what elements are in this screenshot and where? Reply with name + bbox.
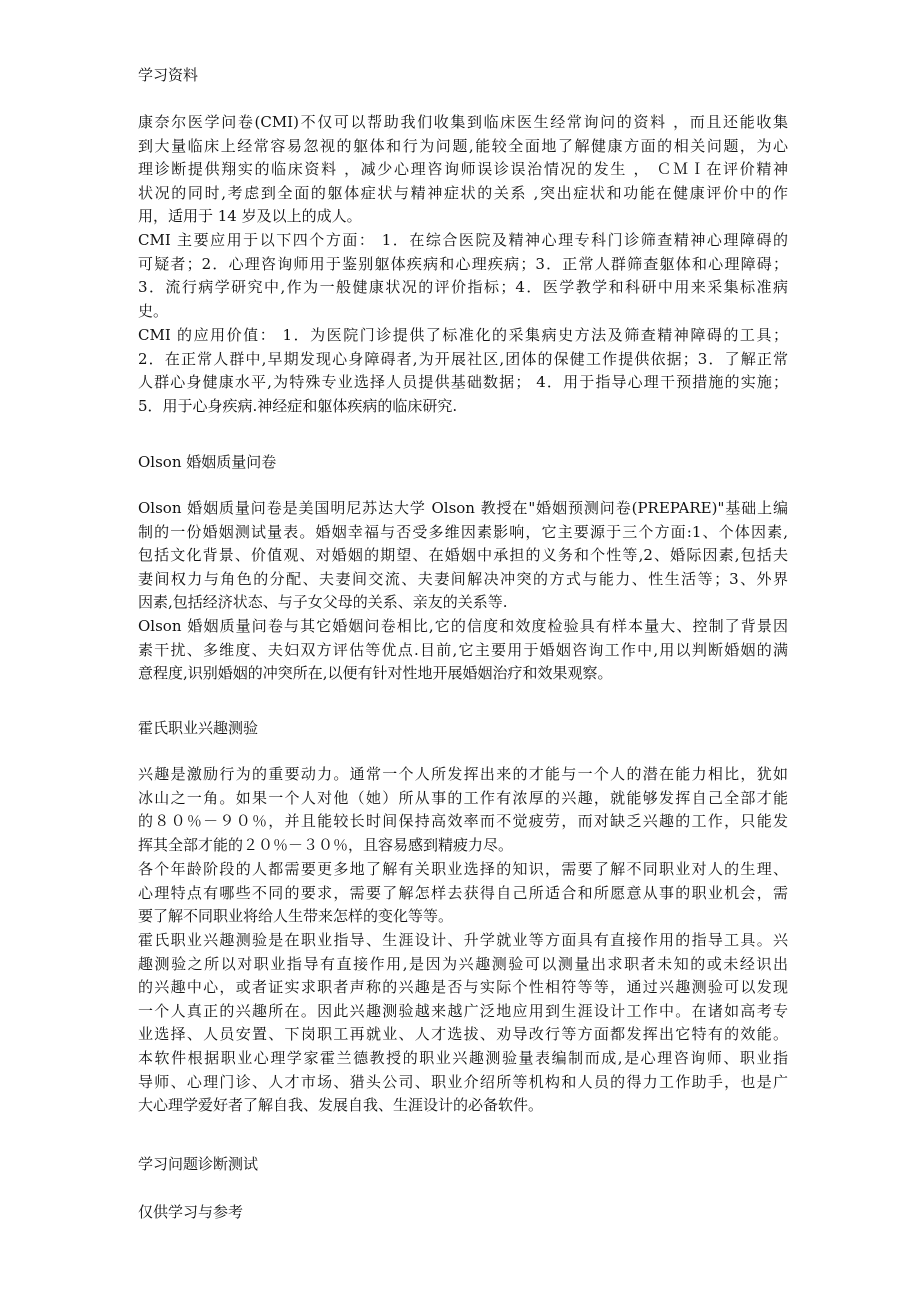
holland-paragraph-3 bbox=[138, 929, 788, 1118]
text-line: 导师、心理门诊、人才市场、猎头公司、职业介绍所等机构和人员的得力工作助手，也是广 bbox=[138, 1072, 788, 1091]
holland-section-title bbox=[138, 717, 788, 741]
text-line: CMI 的应用价值： 1．为医院门诊提供了标准化的采集病史方法及筛查精神障碍的工具； bbox=[138, 326, 788, 344]
study-section-title bbox=[138, 1153, 788, 1177]
holland-paragraph-1 bbox=[138, 763, 788, 857]
cmi-usage-paragraph bbox=[138, 229, 788, 323]
text-line: 史。 bbox=[138, 301, 169, 320]
header-text: 学习资料 bbox=[138, 66, 199, 84]
text-line: 的兴趣中心，或者证实求职者声称的兴趣是否与实际个性相符等等，通过兴趣测验可以发现 bbox=[138, 978, 788, 997]
text-line: 状况的同时,考虑到全面的躯体症状与精神症状的关系 ,突出症状和功能在健康评价中的作 bbox=[138, 183, 788, 202]
text-line: 霍氏职业兴趣测验是在职业指导、生涯设计、升学就业等方面具有直接作用的指导工具。兴 bbox=[138, 931, 788, 949]
text-line: 的８０％－９０％，并且能较长时间保持高效率而不觉疲劳，而对缺乏兴趣的工作，只能发 bbox=[138, 812, 788, 831]
text-line: 各个年龄阶段的人都需要更多地了解有关职业选择的知识，需要了解不同职业对人的生理、 bbox=[138, 860, 788, 878]
text-line: 康奈尔医学问卷(CMI)不仅可以帮助我们收集到临床医生经常询问的资料 ，而且还能收集 bbox=[138, 113, 788, 131]
text-line: 素干扰、多维度、夫妇双方评估等优点.目前,它主要用于婚姻咨询工作中,用以判断婚姻的满 bbox=[138, 640, 788, 659]
text-line: 意程度,识别婚姻的冲突所在,以便有针对性地开展婚姻治疗和效果观察。 bbox=[138, 664, 613, 683]
text-line: 业选择、人员安置、下岗职工再就业、人才选拔、劝导改行等方面都发挥出它特有的效能。 bbox=[138, 1025, 788, 1044]
cmi-value-paragraph bbox=[138, 324, 788, 418]
olson-section-title bbox=[138, 451, 788, 475]
holland-paragraph-2 bbox=[138, 858, 788, 929]
text-line: 大心理学爱好者了解自我、发展自我、生涯设计的必备软件。 bbox=[138, 1096, 544, 1115]
text-line: 人群心身健康水平,为特殊专业选择人员提供基础数据； 4．用于指导心理干预措施的实施； bbox=[138, 373, 788, 392]
page-header bbox=[138, 64, 788, 88]
cmi-intro-paragraph bbox=[138, 111, 788, 229]
text-line: 包括文化背景、价值观、对婚姻的期望、在婚姻中承担的义务和个性等,2、婚际因素,包括夫 bbox=[138, 546, 788, 565]
text-line: Olson 婚姻质量问卷与其它婚姻问卷相比,它的信度和效度检验具有样本量大、控制了背景因 bbox=[138, 617, 788, 635]
section-title: 学习问题诊断测试 bbox=[138, 1155, 259, 1173]
text-line: CMI 主要应用于以下四个方面： 1．在综合医院及精神心理专科门诊筛查精神心理障碍的 bbox=[138, 231, 788, 249]
text-line: 因素,包括经济状态、与子女父母的关系、亲友的关系等. bbox=[138, 593, 508, 612]
text-line: 制的一份婚姻测试量表。婚姻幸福与否受多维因素影响，它主要源于三个方面:1、个体因素, bbox=[138, 522, 788, 541]
text-line: 用，适用于 14 岁及以上的成人。 bbox=[138, 207, 362, 226]
text-line: Olson 婚姻质量问卷是美国明尼苏达大学 Olson 教授在"婚姻预测问卷(PREPARE)"基础上编 bbox=[138, 499, 788, 517]
section-title: Olson 婚姻质量问卷 bbox=[138, 453, 277, 471]
text-line: 要了解不同职业将给人生带来怎样的变化等等。 bbox=[138, 907, 454, 926]
text-line: 冰山之一角。如果一个人对他（她）所从事的工作有浓厚的兴趣，就能够发挥自己全部才能 bbox=[138, 788, 788, 807]
text-line: 到大量临床上经常容易忽视的躯体和行为问题,能较全面地了解健康方面的相关问题，为心 bbox=[138, 136, 788, 155]
text-line: 可疑者；2．心理咨询师用于鉴别躯体疾病和心理疾病；3．正常人群筛查躯体和心理障碍； bbox=[138, 254, 788, 273]
text-line: 趣测验之所以对职业指导有直接作用,是因为兴趣测验可以测量出求职者未知的或未经识出 bbox=[138, 954, 788, 973]
text-line: 兴趣是激励行为的重要动力。通常一个人所发挥出来的才能与一个人的潜在能力相比，犹如 bbox=[138, 765, 788, 783]
olson-paragraph-1 bbox=[138, 497, 788, 615]
text-line: 一个人真正的兴趣所在。因此兴趣测验越来越广泛地应用到生涯设计工作中。在诸如高考专 bbox=[138, 1001, 788, 1020]
page-footer bbox=[138, 1201, 788, 1225]
olson-paragraph-2 bbox=[138, 615, 788, 686]
text-line: 本软件根据职业心理学家霍兰德教授的职业兴趣测验量表编制而成,是心理咨询师、职业指 bbox=[138, 1048, 788, 1067]
text-line: 3．流行病学研究中,作为一般健康状况的评价指标；4．医学教学和科研中用来采集标准病 bbox=[138, 278, 788, 297]
text-line: 挥其全部才能的２０％－３０％，且容易感到精疲力尽。 bbox=[138, 835, 514, 854]
footer-text: 仅供学习与参考 bbox=[138, 1203, 244, 1221]
section-title: 霍氏职业兴趣测验 bbox=[138, 719, 259, 737]
text-line: 2．在正常人群中,早期发现心身障碍者,为开展社区,团体的保健工作提供依据；3．了解正常 bbox=[138, 349, 788, 368]
text-line: 心理特点有哪些不同的要求，需要了解怎样去获得自己所适合和所愿意从事的职业机会，需 bbox=[138, 883, 788, 902]
text-line: 妻间权力与角色的分配、夫妻间交流、夫妻间解决冲突的方式与能力、性生活等；3、外界 bbox=[138, 569, 788, 588]
text-line: 理诊断提供翔实的临床资料 ，减少心理咨询师误诊误治情况的发生 ， ＣＭＩ在评价精神 bbox=[138, 160, 788, 179]
text-line: 5．用于心身疾病.神经症和躯体疾病的临床研究. bbox=[138, 396, 458, 415]
